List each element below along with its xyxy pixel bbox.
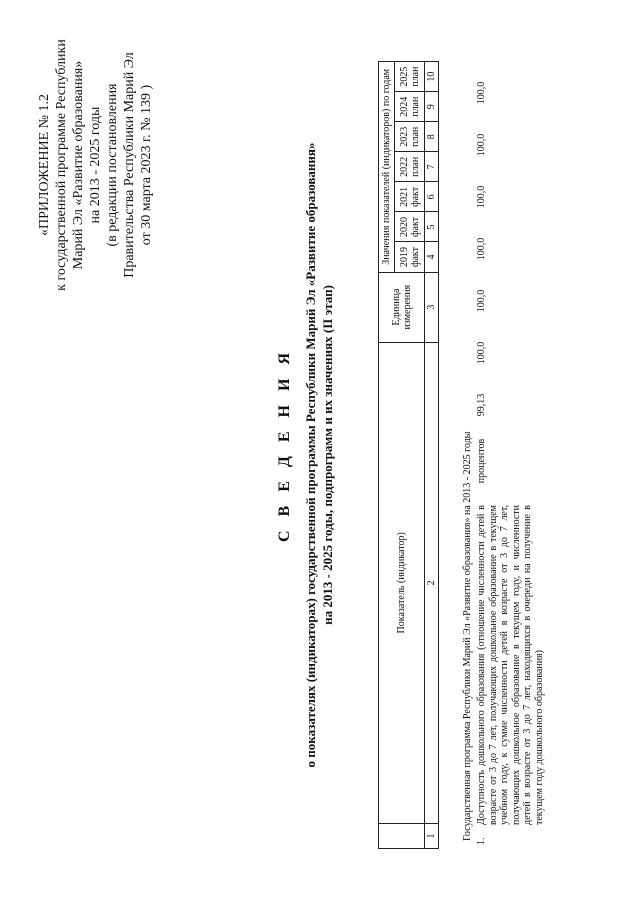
appendix-line: (в редакции постановления (105, 83, 120, 247)
indicators-table (378, 61, 439, 849)
row-value-2024: 100,0 (476, 133, 487, 157)
column-number: 5 (425, 212, 439, 242)
header-year: 2022 план (395, 152, 425, 182)
table-row (476, 61, 576, 849)
row-unit: процентов (476, 438, 487, 484)
row-value-2023: 100,0 (476, 185, 487, 209)
header-year: 2019 факт (395, 242, 425, 272)
row-description: Доступность дошкольного образования (отношение численности детей в возрасте от 3 до 7 лет, получающих дошкольное образование в текущем учебном году, к сумме численности детей в возрасте от 3 до 7 лет, получающих дошкольное образование в текущем году, и численности детей в возрасте от 3 до 7 лет, находящихся в очереди на получение в текущем году дошкольного образования) (476, 505, 545, 825)
row-number: 1. (476, 837, 487, 845)
subheading-line-1: о показателях (индикаторах) государственной программы Республики Марий Эл «Развитие образования» (303, 142, 318, 768)
header-values-group: Значения показателей (индикаторов) по годам (379, 62, 395, 273)
subheading-line-2: на 2013 - 2025 годы, подпрограмм и их значениях (II этап) (320, 285, 335, 625)
document-heading: С В Е Д Е Н И Я (276, 347, 293, 543)
column-number: 2 (425, 342, 439, 823)
row-value-2025: 100,0 (476, 81, 487, 105)
header-number-col (379, 823, 425, 848)
column-number: 4 (425, 242, 439, 272)
column-number: 1 (425, 823, 439, 848)
document-subheading (302, 65, 336, 845)
header-unit: Единица измерения (379, 272, 425, 342)
column-number: 8 (425, 122, 439, 152)
row-value-2022: 100,0 (476, 237, 487, 261)
row-value-2020: 100,0 (476, 341, 487, 365)
column-number: 7 (425, 152, 439, 182)
appendix-line: к государственной программе Республики (54, 39, 69, 291)
section-title: Государственная программа Республики Марий Эл «Развитие образования» на 2013 - 2025 годы (462, 431, 473, 841)
appendix-header (36, 15, 155, 315)
header-year: 2023 план (395, 122, 425, 152)
column-number: 9 (425, 92, 439, 122)
appendix-line: Марий Эл «Развитие образования» (71, 60, 86, 270)
header-indicator: Показатель (индикатор) (379, 342, 425, 823)
appendix-line: от 30 марта 2023 г. № 139 ) (139, 84, 154, 246)
appendix-line: «ПРИЛОЖЕНИЕ № 1.2 (37, 94, 52, 236)
header-year: 2024 план (395, 92, 425, 122)
column-number: 6 (425, 182, 439, 212)
column-number: 10 (425, 62, 439, 92)
header-year: 2020 факт (395, 212, 425, 242)
row-value-2019: 99,13 (476, 393, 487, 417)
column-number: 3 (425, 272, 439, 342)
appendix-line: Правительства Республики Марий Эл (122, 52, 137, 278)
appendix-line: на 2013 - 2025 годы (88, 106, 103, 224)
row-value-2021: 100,0 (476, 289, 487, 313)
header-year: 2021 факт (395, 182, 425, 212)
header-year: 2025 план (395, 62, 425, 92)
